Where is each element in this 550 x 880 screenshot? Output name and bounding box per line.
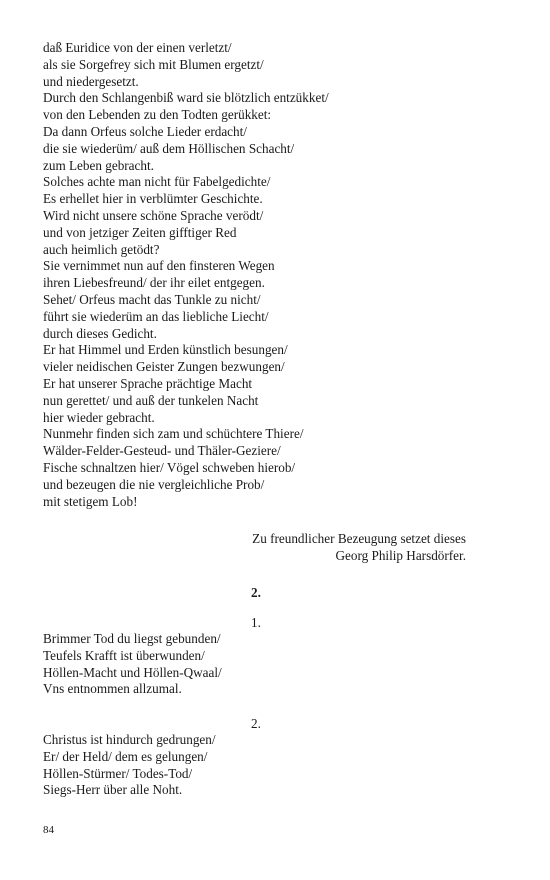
poem-line: Wälder-Felder-Gesteud- und Thäler-Geziere/ bbox=[43, 443, 281, 459]
poem-line: Durch den Schlangenbiß ward sie blötzlich entzükket/ bbox=[43, 90, 329, 106]
poem-line: Er hat unserer Sprache prächtige Macht bbox=[43, 375, 253, 391]
stanza-2 bbox=[43, 732, 483, 799]
poem-line: hier wieder gebracht. bbox=[43, 409, 155, 425]
poem-line: Fische schnaltzen hier/ Vögel schweben hierob/ bbox=[43, 459, 296, 475]
stanza-1 bbox=[43, 631, 483, 698]
poem-line: Er hat Himmel und Erden künstlich besungen/ bbox=[43, 342, 288, 358]
poem-line: Es erhellet hier in verblümter Geschichte. bbox=[43, 191, 263, 207]
stanza-number: 2. bbox=[251, 716, 261, 731]
poem-line: und von jetziger Zeiten gifftiger Red bbox=[43, 224, 237, 240]
poem-line: Da dann Orfeus solche Lieder erdacht/ bbox=[43, 123, 247, 139]
stanza-line: Christus ist hindurch gedrungen/ bbox=[43, 732, 216, 747]
poem-line: ihren Liebesfreund/ der ihr eilet entgegen. bbox=[43, 275, 265, 291]
stanza-number: 1. bbox=[251, 615, 261, 630]
poem-line: auch heimlich getödt? bbox=[43, 241, 160, 257]
poem-line: und bezeugen die nie vergleichliche Prob/ bbox=[43, 476, 265, 492]
poem-line: durch dieses Gedicht. bbox=[43, 325, 157, 341]
stanza-line: Siegs-Herr über alle Noht. bbox=[43, 782, 183, 798]
poem-line: vieler neidischen Geister Zungen bezwungen/ bbox=[43, 359, 285, 375]
poem-line: nun gerettet/ und auß der tunkelen Nacht bbox=[43, 392, 259, 408]
stanza-line: Vns entnommen allzumal. bbox=[43, 681, 182, 697]
stanza-line: Höllen-Macht und Höllen-Qwaal/ bbox=[43, 664, 222, 680]
poem-line: zum Leben gebracht. bbox=[43, 157, 154, 173]
poem-line: und niedergesetzt. bbox=[43, 73, 139, 89]
page-number: 84 bbox=[43, 824, 54, 836]
signature-line-author: Georg Philip Harsdörfer. bbox=[335, 548, 466, 563]
poem-line: Wird nicht unsere schöne Sprache verödt/ bbox=[43, 207, 264, 223]
stanza-line: Teufels Krafft ist überwunden/ bbox=[43, 647, 205, 663]
poem-line: führt sie wiederüm an das liebliche Liecht/ bbox=[43, 308, 269, 324]
poem-line: Sehet/ Orfeus macht das Tunkle zu nicht/ bbox=[43, 291, 261, 307]
poem-line: als sie Sorgefrey sich mit Blumen ergetzt/ bbox=[43, 56, 264, 72]
signature-block bbox=[252, 530, 466, 564]
poem-line: die sie wiederüm/ auß dem Höllischen Schacht/ bbox=[43, 140, 295, 156]
section-title: 2. bbox=[251, 585, 261, 600]
stanza-line: Brimmer Tod du liegst gebunden/ bbox=[43, 631, 221, 646]
poem-line: von den Lebenden zu den Todten gerükket: bbox=[43, 107, 272, 123]
poem-line: Solches achte man nicht für Fabelgedichte/ bbox=[43, 174, 271, 190]
poem-line: mit stetigem Lob! bbox=[43, 493, 138, 509]
poem-line: Sie vernimmet nun auf den finsteren Wegen bbox=[43, 258, 275, 274]
poem-block bbox=[43, 40, 483, 510]
signature-line-dedication: Zu freundlicher Bezeugung setzet dieses bbox=[252, 531, 466, 546]
stanza-line: Er/ der Held/ dem es gelungen/ bbox=[43, 748, 208, 764]
poem-line: Nunmehr finden sich zam und schüchtere Thiere/ bbox=[43, 426, 304, 442]
stanza-line: Höllen-Stürmer/ Todes-Tod/ bbox=[43, 765, 193, 781]
poem-line: daß Euridice von der einen verletzt/ bbox=[43, 40, 232, 55]
